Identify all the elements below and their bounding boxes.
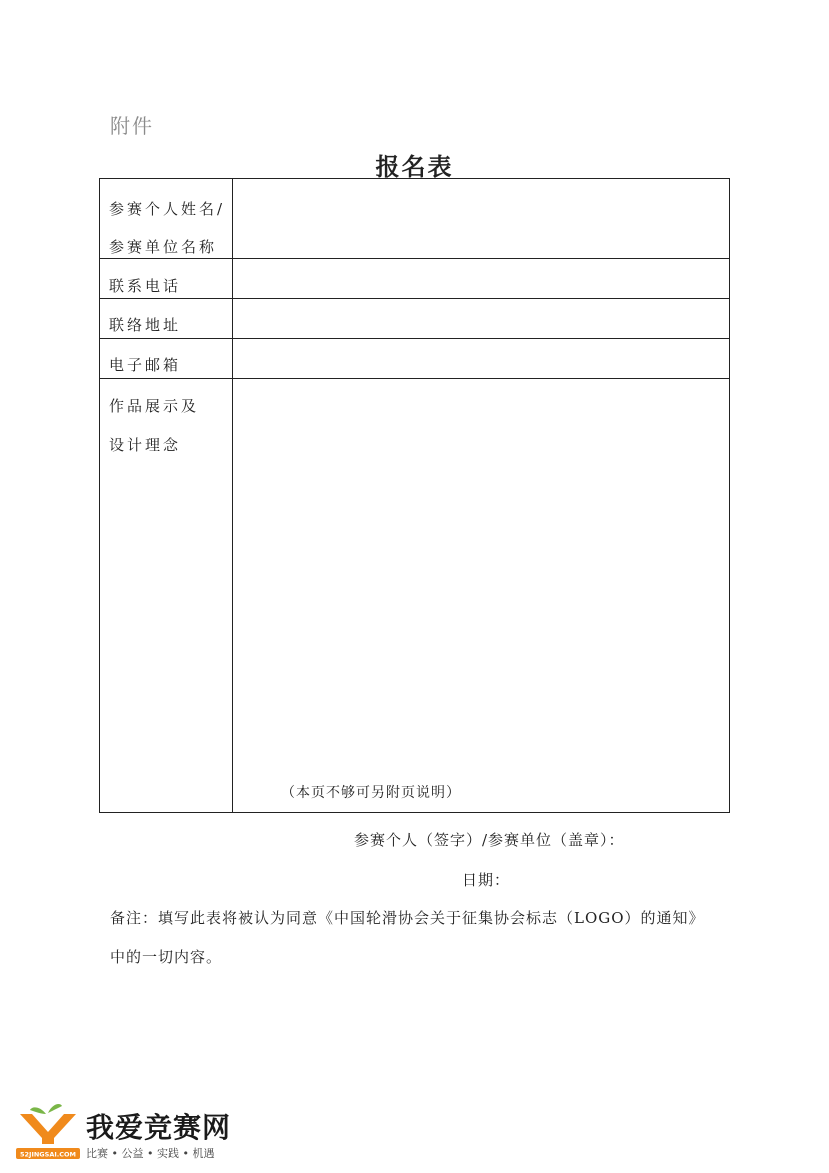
label-design-line2: 设计理念 (109, 436, 182, 454)
form-label-cell (100, 299, 233, 338)
label-design-line1: 作品展示及 (109, 397, 200, 415)
label-name-line1: 参赛个人姓名/ (109, 200, 226, 218)
label-email: 电子邮箱 (109, 356, 182, 374)
brand-name: 我爱竞赛网 (86, 1111, 232, 1144)
attachment-label: 附件 (110, 114, 154, 138)
form-row-email (100, 339, 729, 379)
label-phone: 联系电话 (109, 277, 182, 295)
extra-page-note: （本页不够可另附页说明） (281, 785, 461, 801)
brand-slogan: 比赛 • 公益 • 实践 • 机遇 (86, 1147, 215, 1160)
label-address: 联络地址 (109, 316, 182, 334)
registration-form-table (99, 178, 730, 813)
form-title: 报名表 (375, 152, 454, 181)
name-value-field[interactable] (233, 179, 729, 258)
trophy-sprout-icon (16, 1100, 80, 1162)
form-label-cell (100, 259, 233, 298)
design-concept-value-field[interactable] (233, 379, 729, 812)
form-label-cell (100, 339, 233, 378)
date-label: 日期： (462, 871, 511, 889)
form-row-phone (100, 259, 729, 299)
sprout-leaf-right (48, 1104, 62, 1113)
form-label-cell (100, 379, 233, 812)
form-row-design (100, 379, 729, 812)
form-row-address (100, 299, 729, 339)
signature-label: 参赛个人（签字）/参赛单位（盖章）： (354, 831, 625, 849)
watermark-logo (16, 1100, 256, 1164)
form-row-name (100, 179, 729, 259)
remark-line-1: 备注：填写此表将被认为同意《中国轮滑协会关于征集协会标志（LOGO）的通知》 (110, 909, 705, 927)
email-value-field[interactable] (233, 339, 729, 378)
phone-value-field[interactable] (233, 259, 729, 298)
remark-line-2: 中的一切内容。 (110, 948, 223, 966)
trophy-cup (20, 1114, 76, 1144)
form-label-cell (100, 179, 233, 258)
label-name-line2: 参赛单位名称 (109, 238, 218, 256)
sprout-leaf-left (30, 1107, 46, 1114)
address-value-field[interactable] (233, 299, 729, 338)
logo-domain-text: 52JINGSAI.COM (19, 1150, 77, 1159)
